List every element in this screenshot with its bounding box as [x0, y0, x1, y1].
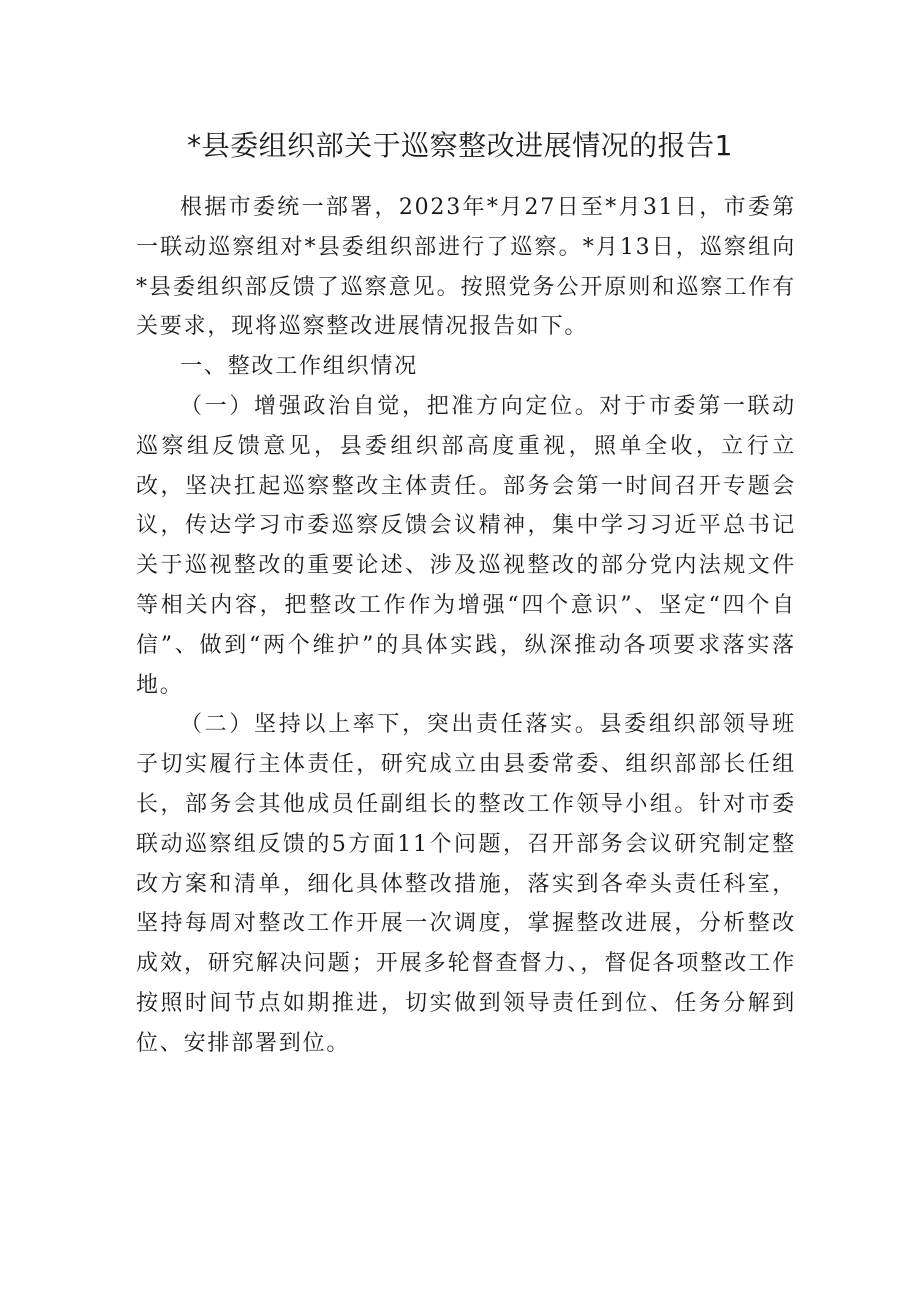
- document-body: [136, 188, 796, 1064]
- document-title: *县委组织部关于巡察整改进展情况的报告1: [187, 129, 733, 162]
- intro-paragraph: 根据市委统一部署，2023年*月27日至*月31日，市委第一联动巡察组对*县委组织部进行了巡察。*月13日，巡察组向*县委组织部反馈了巡察意见。按照党务公开原则和巡察工作有关要求，现将巡察整改进展情况报告如下。: [136, 195, 796, 340]
- subsection-paragraph-1: （一）增强政治自觉，把准方向定位。对于市委第一联动巡察组反馈意见，县委组织部高度重视，照单全收，立行立改，坚决扛起巡察整改主体责任。部务会第一时间召开专题会议，传达学习市委巡察反馈会议精神，集中学习习近平总书记关于巡视整改的重要论述、涉及巡视整改的部分党内法规文件等相关内容，把整改工作作为增强“四个意识”、坚定“四个自信”、做到“两个维护”的具体实践，纵深推动各项要求落实落地。: [136, 393, 796, 698]
- section-heading: 一、整改工作组织情况: [180, 354, 419, 380]
- subsection-paragraph-2: （二）坚持以上率下，突出责任落实。县委组织部领导班子切实履行主体责任，研究成立由县委常委、组织部部长任组长，部务会其他成员任副组长的整改工作领导小组。针对市委联动巡察组反馈的5方面11个问题，召开部务会议研究制定整改方案和清单，细化具体整改措施，落实到各牵头责任科室，坚持每周对整改工作开展一次调度，掌握整改进展，分析整改成效，研究解决问题；开展多轮督查督力、，督促各项整改工作按照时间节点如期推进，切实做到领导责任到位、任务分解到位、安排部署到位。: [136, 712, 796, 1056]
